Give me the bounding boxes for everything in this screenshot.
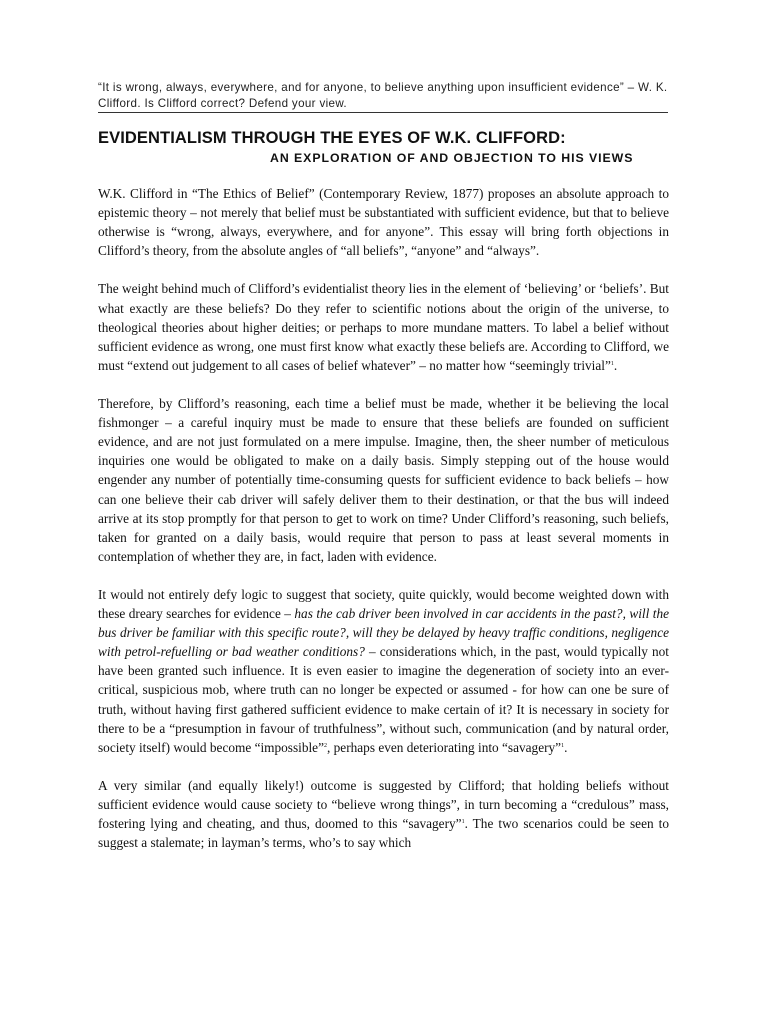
footnote-ref: 1 (561, 742, 565, 749)
paragraph-4-end: . (564, 739, 568, 755)
paragraph-1: W.K. Clifford in “The Ethics of Belief” (Contemporary Review, 1877) proposes an absolute approach to epistemic theory – not merely that belief must be substantiated with sufficient evidence, but that to believe otherwise is “wrong, always, everywhere, and for anyone”. This essay will bring forth objections in Clifford’s theory, from the absolute angles of “all beliefs”, “anyone” and “always”. (98, 186, 669, 259)
paragraph-4-italic-questions: has the cab driver been involved in car accidents in the past?, will the bus driver be familiar with this specific route?, will they be delayed by heavy traffic conditions, negligence with petrol-refuelling or bad weather conditions? (98, 606, 669, 660)
footnote-ref: 1 (461, 819, 465, 826)
paragraph-4-text-start: It would not entirely defy logic to suggest that society, quite quickly, would become weighted down with these dreary searches for evidence – (98, 586, 669, 622)
paragraph-3: Therefore, by Clifford’s reasoning, each time a belief must be made, whether it be believing the local fishmonger – a careful inquiry must be made to ensure that these beliefs are founded on sufficient evidence, and are not just formulated on a mere impulse. Imagine, then, the sheer number of meticulous inquiries one would be obligated to make on a daily basis. Simply stepping out of the house would engender any number of potentially time-consuming quests for sufficient evidence to back beliefs – how can one believe their cab driver will safely deliver them to their destination, or that the bus will indeed arrive at its stop promptly for that person to get to work on time? Under Clifford’s reasoning, such beliefs, taken for granted on a daily basis, would require that person to pass at least several moments in contemplation of whether they are, in fact, laden with evidence. (98, 396, 669, 564)
paragraph-5-text: A very similar (and equally likely!) outcome is suggested by Clifford; that holding beliefs without sufficient evidence would cause society to “believe wrong things”, in turn becoming a “credulous” mass, fostering lying and cheating, and thus, doomed to this “savagery” (98, 777, 669, 832)
footnote-ref: 2 (324, 742, 327, 749)
header-divider (98, 112, 668, 113)
paragraph-4 (98, 585, 669, 757)
paragraph-2-text: The weight behind much of Clifford’s evidentialist theory lies in the element of ‘believing’ or ‘beliefs’. But what exactly are these beliefs? Do they refer to scientific notions about the origin of the universe, to theological theories about higher deities; or perhaps to more mundane matters. To label a belief without sufficient evidence as wrong, one must first know what exactly these beliefs are. According to Clifford, we must “extend out judgement to all cases of belief whatever” – no matter how “seemingly trivial” (98, 281, 669, 373)
footnote-ref: 1 (610, 360, 614, 367)
essay-title: EVIDENTIALISM THROUGH THE EYES OF W.K. CLIFFORD: (98, 129, 566, 147)
essay-body (98, 184, 669, 871)
paragraph-5 (98, 776, 669, 852)
essay-subtitle: AN EXPLORATION OF AND OBJECTION TO HIS VIEWS (270, 151, 634, 165)
paragraph-2 (98, 279, 669, 374)
paragraph-5-end: . The two scenarios could be seen to suggest a stalemate; in layman’s terms, who’s to say which (98, 816, 669, 851)
paragraph-2-end: . (613, 357, 618, 373)
paragraph-4-text-after: , perhaps even deteriorating into “savagery” (327, 739, 562, 755)
essay-prompt: “It is wrong, always, everywhere, and for anyone, to believe anything upon insufficient evidence” – W. K. Clifford. Is Clifford correct? Defend your view. (98, 81, 668, 110)
paragraph-4-text-middle: – considerations which, in the past, would typically not have been granted such influence. It is even easier to imagine the degeneration of society into an ever-critical, suspicious mob, where truth can no longer be expected or assumed - for how can one be sure of truth, without having first gathered sufficient evidence to make certain of it? It is necessary in society for there to be a “presumption in favour of truthfulness”, without such, communication (and by natural order, society itself) would become “impossible” (98, 644, 669, 755)
